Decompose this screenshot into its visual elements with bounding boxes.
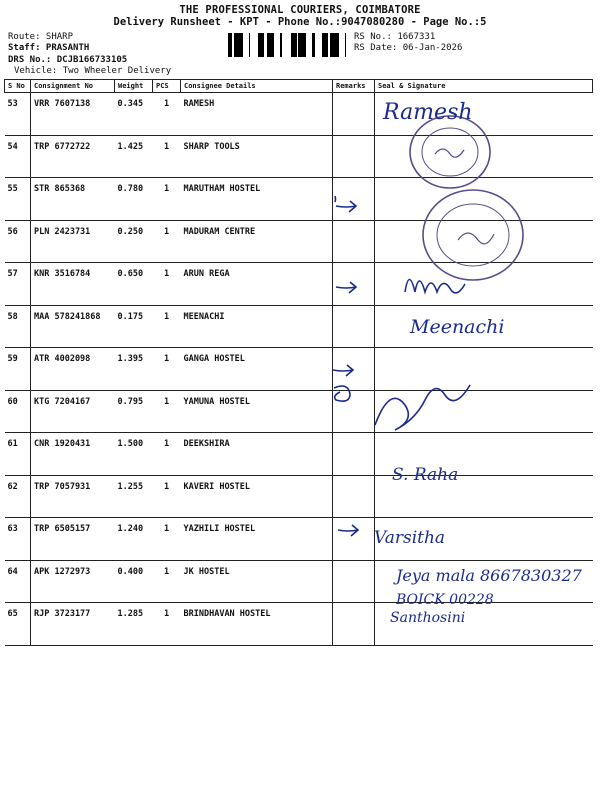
row-consignment-no: MAA 578241868 <box>31 305 115 348</box>
row-weight: 0.650 <box>115 263 153 306</box>
row-remarks <box>333 518 375 561</box>
row-consignee: MEENACHI <box>181 305 333 348</box>
signature-jk: Jeya mala 8667830327 <box>396 566 582 585</box>
row-seal-signature <box>375 178 593 221</box>
runsheet-title: THE PROFESSIONAL COURIERS, COIMBATORE <box>179 4 421 16</box>
row-seal-signature <box>375 390 593 433</box>
row-pcs: 1 <box>153 220 181 263</box>
row-remarks <box>333 475 375 518</box>
row-pcs: 1 <box>153 348 181 391</box>
row-weight: 1.285 <box>115 603 153 646</box>
row-pcs: 1 <box>153 305 181 348</box>
row-sno: 61 <box>5 433 31 476</box>
row-consignment-no: CNR 1920431 <box>31 433 115 476</box>
row-consignment-no: RJP 3723177 <box>31 603 115 646</box>
rs-date: RS Date: 06-Jan-2026 <box>354 43 463 53</box>
row-weight: 0.400 <box>115 560 153 603</box>
row-consignee: MARUTHAM HOSTEL <box>181 178 333 221</box>
row-consignment-no: ATR 4002098 <box>31 348 115 391</box>
row-weight: 0.780 <box>115 178 153 221</box>
row-pcs: 1 <box>153 603 181 646</box>
drs-number: DRS No.: DCJB166733105 <box>8 55 128 65</box>
row-consignee: YAZHILI HOSTEL <box>181 518 333 561</box>
row-weight: 0.345 <box>115 93 153 136</box>
row-consignment-no: KTG 7204167 <box>31 390 115 433</box>
row-consignee: KAVERI HOSTEL <box>181 475 333 518</box>
col-seal: Seal & Signature <box>375 80 593 93</box>
table-row <box>5 475 593 518</box>
col-consignee: Consignee Details <box>181 80 333 93</box>
table-row <box>5 390 593 433</box>
row-remarks <box>333 263 375 306</box>
row-sno: 64 <box>5 560 31 603</box>
row-pcs: 1 <box>153 390 181 433</box>
row-consignee: ARUN REGA <box>181 263 333 306</box>
col-weight: Weight <box>115 80 153 93</box>
table-row <box>5 433 593 476</box>
col-consignment: Consignment No <box>31 80 115 93</box>
row-consignment-no: APK 1272973 <box>31 560 115 603</box>
row-remarks <box>333 560 375 603</box>
row-weight: 0.175 <box>115 305 153 348</box>
row-consignment-no: TRP 6505157 <box>31 518 115 561</box>
row-sno: 56 <box>5 220 31 263</box>
row-sno: 54 <box>5 135 31 178</box>
row-pcs: 1 <box>153 178 181 221</box>
row-consignment-no: PLN 2423731 <box>31 220 115 263</box>
row-remarks <box>333 305 375 348</box>
row-consignee: YAMUNA HOSTEL <box>181 390 333 433</box>
row-consignment-no: KNR 3516784 <box>31 263 115 306</box>
col-pcs: PCS <box>153 80 181 93</box>
row-remarks <box>333 433 375 476</box>
row-weight: 1.240 <box>115 518 153 561</box>
signature-brindhavan-name: Santhosini <box>390 610 466 626</box>
row-seal-signature <box>375 263 593 306</box>
row-seal-signature <box>375 135 593 178</box>
row-sno: 62 <box>5 475 31 518</box>
signature-meenachi: Meenachi <box>410 316 505 338</box>
row-consignee: DEEKSHIRA <box>181 433 333 476</box>
row-sno: 57 <box>5 263 31 306</box>
row-consignee: MADURAM CENTRE <box>181 220 333 263</box>
row-sno: 53 <box>5 93 31 136</box>
row-consignment-no: TRP 6772722 <box>31 135 115 178</box>
row-consignee: RAMESH <box>181 93 333 136</box>
row-sno: 60 <box>5 390 31 433</box>
row-pcs: 1 <box>153 475 181 518</box>
row-remarks <box>333 348 375 391</box>
col-sno: S No <box>5 80 31 93</box>
row-weight: 1.395 <box>115 348 153 391</box>
row-pcs: 1 <box>153 433 181 476</box>
row-pcs: 1 <box>153 518 181 561</box>
runsheet-table <box>4 79 593 646</box>
signature-kaveri: S. Raha <box>392 465 459 485</box>
signature-yazhili: Varsitha <box>374 528 446 548</box>
table-row <box>5 178 593 221</box>
barcode-image <box>228 33 352 57</box>
table-row <box>5 518 593 561</box>
row-consignment-no: TRP 7057931 <box>31 475 115 518</box>
row-consignment-no: VRR 7607138 <box>31 93 115 136</box>
row-consignment-no: STR 865368 <box>31 178 115 221</box>
row-remarks <box>333 93 375 136</box>
row-pcs: 1 <box>153 135 181 178</box>
signature-ramesh: Ramesh <box>383 100 473 125</box>
row-sno: 63 <box>5 518 31 561</box>
row-weight: 1.500 <box>115 433 153 476</box>
rs-number: RS No.: 1667331 <box>354 32 436 42</box>
row-weight: 1.425 <box>115 135 153 178</box>
table-row <box>5 348 593 391</box>
table-row <box>5 220 593 263</box>
row-consignee: SHARP TOOLS <box>181 135 333 178</box>
staff-label: Staff: PRASANTH <box>8 43 90 53</box>
table-header-row <box>5 80 593 93</box>
vehicle-label: Vehicle: Two Wheeler Delivery <box>14 66 172 76</box>
row-pcs: 1 <box>153 560 181 603</box>
table-row <box>5 135 593 178</box>
signature-brindhavan-number: BOICK 00228 <box>396 592 494 608</box>
row-sno: 58 <box>5 305 31 348</box>
table-row <box>5 93 593 136</box>
table-row <box>5 263 593 306</box>
row-sno: 65 <box>5 603 31 646</box>
row-sno: 59 <box>5 348 31 391</box>
row-pcs: 1 <box>153 263 181 306</box>
row-remarks <box>333 220 375 263</box>
row-remarks <box>333 178 375 221</box>
row-consignee: JK HOSTEL <box>181 560 333 603</box>
row-weight: 0.250 <box>115 220 153 263</box>
row-sno: 55 <box>5 178 31 221</box>
runsheet-subtitle: Delivery Runsheet - KPT - Phone No.:9047080280 - Page No.:5 <box>113 16 487 28</box>
row-weight: 1.255 <box>115 475 153 518</box>
row-remarks <box>333 603 375 646</box>
row-consignee: BRINDHAVAN HOSTEL <box>181 603 333 646</box>
row-remarks <box>333 390 375 433</box>
row-seal-signature <box>375 220 593 263</box>
col-remarks: Remarks <box>333 80 375 93</box>
route-label: Route: SHARP <box>8 32 74 42</box>
row-consignee: GANGA HOSTEL <box>181 348 333 391</box>
table-row <box>5 603 593 646</box>
row-pcs: 1 <box>153 93 181 136</box>
row-weight: 0.795 <box>115 390 153 433</box>
row-remarks <box>333 135 375 178</box>
row-seal-signature <box>375 348 593 391</box>
